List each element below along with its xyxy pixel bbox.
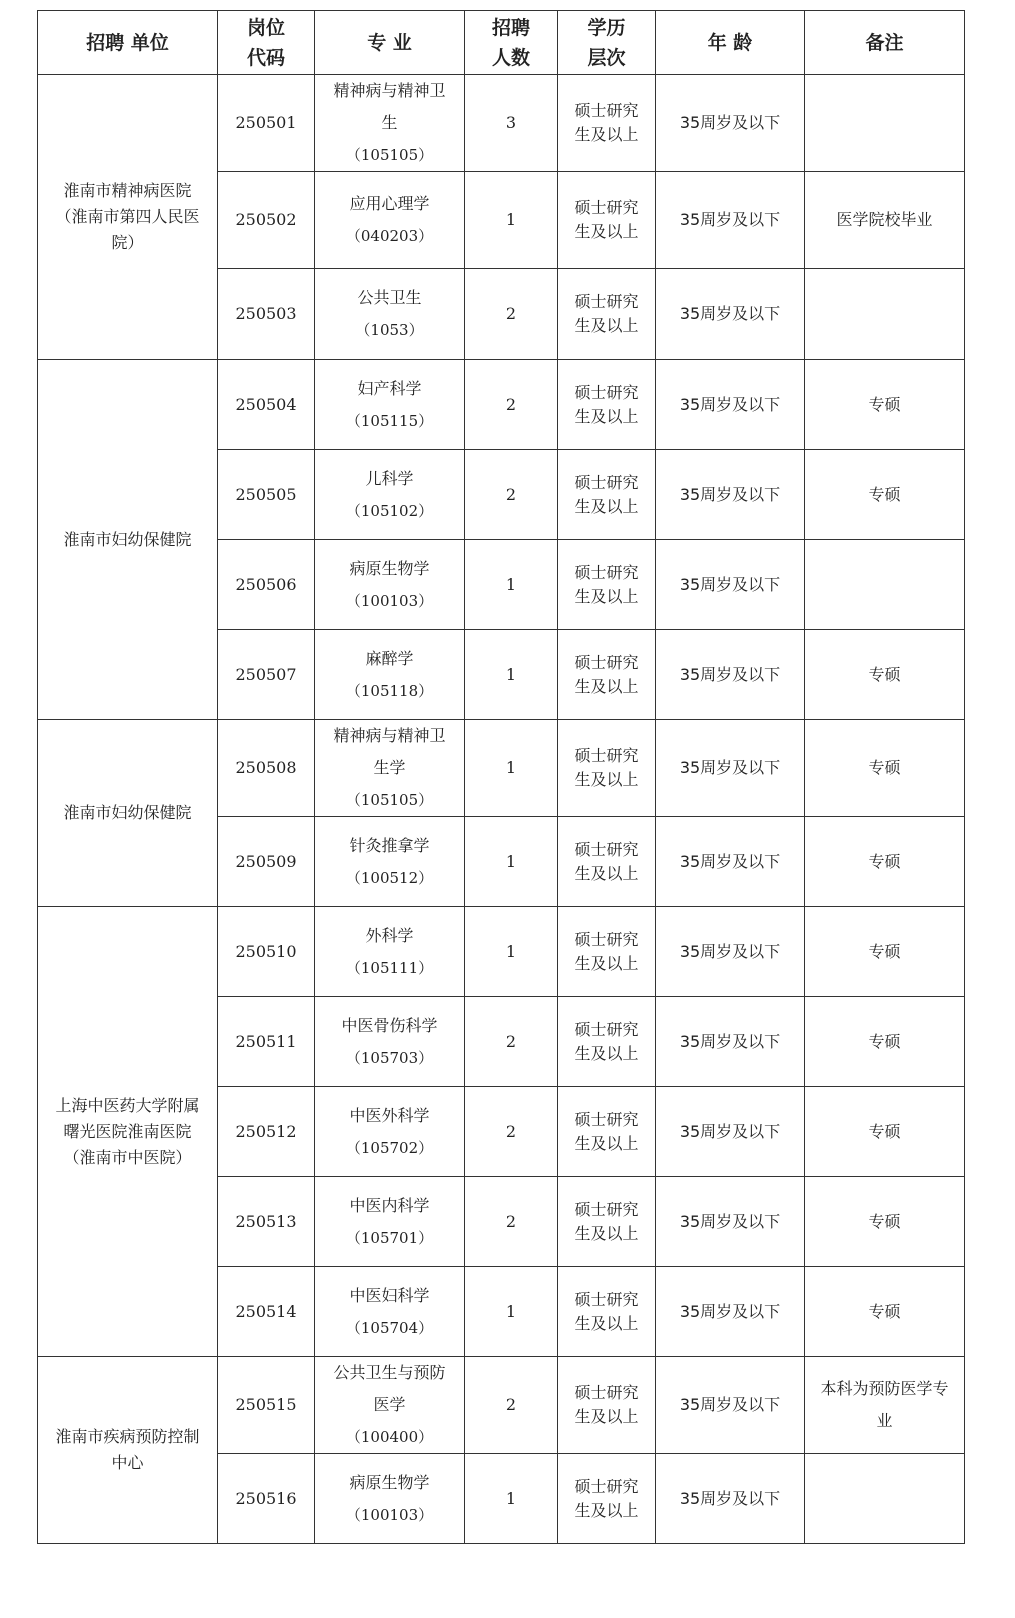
code-cell: 250514 (218, 1267, 315, 1357)
count-cell: 1 (465, 540, 558, 630)
code-cell: 250513 (218, 1177, 315, 1267)
note-cell: 专硕 (805, 360, 965, 450)
age-cell: 35周岁及以下 (656, 1177, 805, 1267)
header-row (38, 11, 965, 75)
table-row (38, 720, 965, 817)
education-cell: 硕士研究 生及以上 (558, 1177, 656, 1267)
table-row (38, 75, 965, 172)
count-cell: 2 (465, 360, 558, 450)
education-cell: 硕士研究 生及以上 (558, 172, 656, 269)
code-cell: 250506 (218, 540, 315, 630)
header-code: 岗位 代码 (218, 11, 315, 75)
education-cell: 硕士研究 生及以上 (558, 269, 656, 360)
note-cell: 专硕 (805, 720, 965, 817)
count-cell: 1 (465, 907, 558, 997)
code-cell: 250507 (218, 630, 315, 720)
major-cell: 麻醉学 （105118） (315, 630, 465, 720)
unit-cell-cdc: 淮南市疾病预防控制 中心 (38, 1357, 218, 1544)
code-cell: 250503 (218, 269, 315, 360)
code-cell: 250516 (218, 1454, 315, 1544)
code-cell: 250509 (218, 817, 315, 907)
count-cell: 2 (465, 1357, 558, 1454)
table-row (38, 907, 965, 997)
count-cell: 1 (465, 817, 558, 907)
note-cell (805, 1454, 965, 1544)
age-cell: 35周岁及以下 (656, 1267, 805, 1357)
age-cell: 35周岁及以下 (656, 1357, 805, 1454)
major-cell: 公共卫生 （1053） (315, 269, 465, 360)
code-cell: 250502 (218, 172, 315, 269)
education-cell: 硕士研究 生及以上 (558, 720, 656, 817)
age-cell: 35周岁及以下 (656, 1454, 805, 1544)
major-cell: 中医内科学 （105701） (315, 1177, 465, 1267)
count-cell: 2 (465, 269, 558, 360)
header-age: 年 龄 (656, 11, 805, 75)
note-cell: 专硕 (805, 1267, 965, 1357)
header-education: 学历 层次 (558, 11, 656, 75)
count-cell: 3 (465, 75, 558, 172)
age-cell: 35周岁及以下 (656, 75, 805, 172)
note-cell: 专硕 (805, 1087, 965, 1177)
major-cell: 中医妇科学 （105704） (315, 1267, 465, 1357)
count-cell: 1 (465, 172, 558, 269)
code-cell: 250510 (218, 907, 315, 997)
major-cell: 中医骨伤科学 （105703） (315, 997, 465, 1087)
unit-cell-shuguang-hospital: 上海中医药大学附属 曙光医院淮南医院 （淮南市中医院） (38, 907, 218, 1357)
header-note: 备注 (805, 11, 965, 75)
code-cell: 250501 (218, 75, 315, 172)
major-cell: 儿科学 （105102） (315, 450, 465, 540)
note-cell: 专硕 (805, 997, 965, 1087)
count-cell: 2 (465, 997, 558, 1087)
code-cell: 250508 (218, 720, 315, 817)
unit-cell-maternal-child-hospital-a: 淮南市妇幼保健院 (38, 360, 218, 720)
education-cell: 硕士研究 生及以上 (558, 75, 656, 172)
header-count: 招聘 人数 (465, 11, 558, 75)
age-cell: 35周岁及以下 (656, 450, 805, 540)
note-cell: 医学院校毕业 (805, 172, 965, 269)
note-cell (805, 540, 965, 630)
count-cell: 1 (465, 630, 558, 720)
major-cell: 公共卫生与预防 医学 （100400） (315, 1357, 465, 1454)
code-cell: 250511 (218, 997, 315, 1087)
age-cell: 35周岁及以下 (656, 997, 805, 1087)
table-header (38, 11, 965, 75)
table-row (38, 360, 965, 450)
education-cell: 硕士研究 生及以上 (558, 817, 656, 907)
education-cell: 硕士研究 生及以上 (558, 997, 656, 1087)
major-cell: 病原生物学 （100103） (315, 1454, 465, 1544)
header-unit: 招聘 单位 (38, 11, 218, 75)
count-cell: 1 (465, 1454, 558, 1544)
count-cell: 2 (465, 1177, 558, 1267)
education-cell: 硕士研究 生及以上 (558, 540, 656, 630)
header-major: 专 业 (315, 11, 465, 75)
code-cell: 250515 (218, 1357, 315, 1454)
education-cell: 硕士研究 生及以上 (558, 1454, 656, 1544)
age-cell: 35周岁及以下 (656, 172, 805, 269)
code-cell: 250505 (218, 450, 315, 540)
age-cell: 35周岁及以下 (656, 360, 805, 450)
education-cell: 硕士研究 生及以上 (558, 907, 656, 997)
education-cell: 硕士研究 生及以上 (558, 450, 656, 540)
unit-cell-psychiatric-hospital: 淮南市精神病医院 （淮南市第四人民医 院） (38, 75, 218, 360)
major-cell: 精神病与精神卫 生学 （105105） (315, 720, 465, 817)
note-cell: 专硕 (805, 450, 965, 540)
education-cell: 硕士研究 生及以上 (558, 1267, 656, 1357)
age-cell: 35周岁及以下 (656, 1087, 805, 1177)
code-cell: 250512 (218, 1087, 315, 1177)
count-cell: 1 (465, 720, 558, 817)
major-cell: 外科学 （105111） (315, 907, 465, 997)
unit-cell-maternal-child-hospital-b: 淮南市妇幼保健院 (38, 720, 218, 907)
age-cell: 35周岁及以下 (656, 907, 805, 997)
major-cell: 应用心理学 （040203） (315, 172, 465, 269)
education-cell: 硕士研究 生及以上 (558, 360, 656, 450)
note-cell (805, 269, 965, 360)
table-body (38, 75, 965, 1544)
note-cell: 专硕 (805, 1177, 965, 1267)
age-cell: 35周岁及以下 (656, 540, 805, 630)
major-cell: 精神病与精神卫 生 （105105） (315, 75, 465, 172)
note-cell: 专硕 (805, 817, 965, 907)
age-cell: 35周岁及以下 (656, 817, 805, 907)
age-cell: 35周岁及以下 (656, 720, 805, 817)
major-cell: 中医外科学 （105702） (315, 1087, 465, 1177)
note-cell (805, 75, 965, 172)
major-cell: 针灸推拿学 （100512） (315, 817, 465, 907)
note-cell: 专硕 (805, 630, 965, 720)
education-cell: 硕士研究 生及以上 (558, 1087, 656, 1177)
code-cell: 250504 (218, 360, 315, 450)
education-cell: 硕士研究 生及以上 (558, 1357, 656, 1454)
major-cell: 妇产科学 （105115） (315, 360, 465, 450)
table-row (38, 1357, 965, 1454)
count-cell: 2 (465, 450, 558, 540)
count-cell: 1 (465, 1267, 558, 1357)
note-cell: 本科为预防医学专 业 (805, 1357, 965, 1454)
major-cell: 病原生物学 （100103） (315, 540, 465, 630)
age-cell: 35周岁及以下 (656, 630, 805, 720)
age-cell: 35周岁及以下 (656, 269, 805, 360)
count-cell: 2 (465, 1087, 558, 1177)
recruitment-table (37, 10, 965, 1544)
note-cell: 专硕 (805, 907, 965, 997)
education-cell: 硕士研究 生及以上 (558, 630, 656, 720)
